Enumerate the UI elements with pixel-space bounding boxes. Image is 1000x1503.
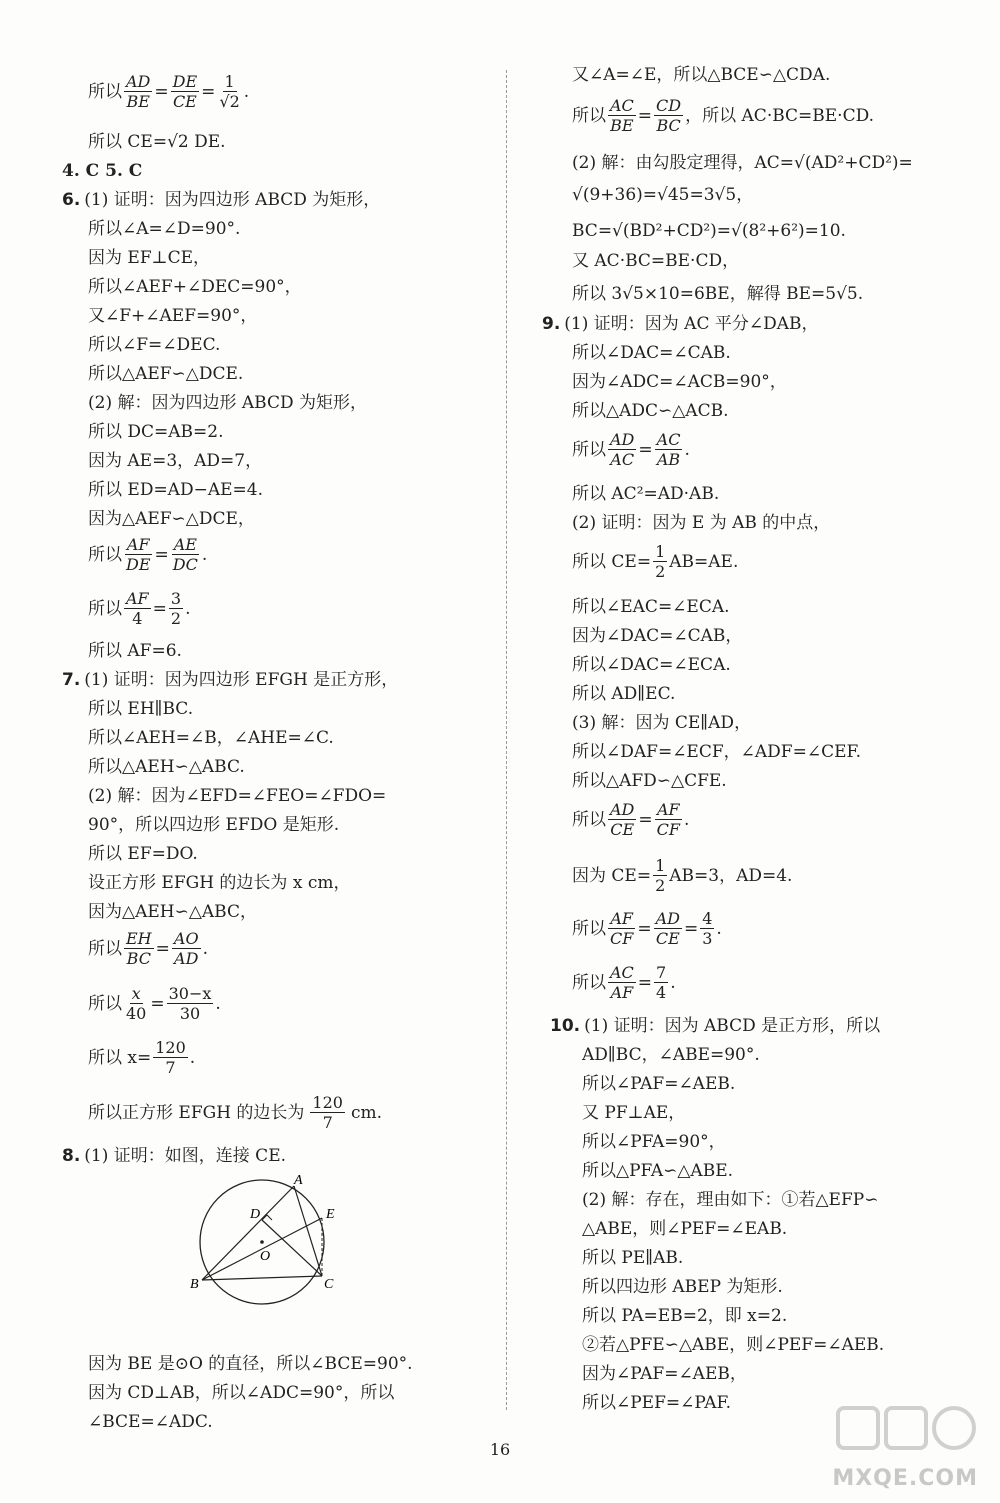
- denominator: AF: [610, 983, 634, 1002]
- text: .: [243, 81, 250, 102]
- equation-line: [88, 929, 208, 968]
- text-line: 因为 BE 是⊙O 的直径，所以∠BCE=90°.: [88, 1354, 413, 1374]
- numerator: AE: [173, 535, 197, 554]
- denominator: 2: [170, 609, 182, 628]
- label-b: B: [190, 1277, 199, 1292]
- text-line: 因为△AEF∽△DCE，: [88, 509, 255, 529]
- numerator: AD: [126, 72, 151, 91]
- text-line: △ABE，则∠PEF=∠EAB.: [582, 1219, 788, 1239]
- text: =: [154, 81, 169, 102]
- numerator: 1: [655, 856, 666, 875]
- denominator: 7: [165, 1058, 176, 1077]
- numerator: AO: [173, 929, 199, 948]
- text: ，所以 AC·BC=BE·CD.: [685, 105, 875, 126]
- denominator: BE: [126, 92, 150, 111]
- numerator: AD: [610, 800, 635, 819]
- question-number: 10.: [550, 1016, 581, 1036]
- fraction: [167, 984, 214, 1023]
- text-line: 因为∠DAC=∠CAB，: [572, 626, 743, 646]
- denominator: 2: [655, 876, 666, 895]
- numerator: x: [131, 984, 141, 1003]
- numerator: AF: [656, 800, 680, 819]
- text: .: [185, 598, 191, 619]
- label-e: E: [326, 1207, 335, 1222]
- label-d: D: [250, 1207, 261, 1222]
- denominator: 4: [132, 609, 143, 628]
- denominator: 4: [656, 983, 667, 1002]
- denominator: AD: [174, 949, 199, 968]
- center-dot: [260, 1240, 264, 1244]
- text-line: 所以 PA=EB=2，即 x=2.: [582, 1306, 788, 1326]
- fraction: [608, 96, 636, 135]
- fraction: [172, 929, 201, 968]
- text: (1) 证明：因为四边形 EFGH 是正方形，: [84, 670, 399, 690]
- numerator: AF: [610, 909, 633, 928]
- numerator: 1: [224, 72, 235, 91]
- fraction: [124, 929, 154, 968]
- text: .: [202, 938, 208, 959]
- fraction: [171, 72, 200, 111]
- text: cm.: [350, 1102, 383, 1123]
- text: (1) 证明：因为 AC 平分∠DAB，: [564, 314, 819, 334]
- denominator: CE: [610, 820, 635, 839]
- text: .: [716, 918, 722, 939]
- fraction: [654, 96, 683, 135]
- numerator: CD: [656, 96, 682, 115]
- equation-line: [572, 800, 689, 839]
- text-line: 所以 DC=AB=2.: [88, 422, 224, 442]
- text-line: BC=√(BD²+CD²)=√(8²+6²)=10.: [572, 221, 846, 241]
- text-line: ②若△PFE∽△ABE，则∠PEF=∠AEB.: [582, 1335, 885, 1355]
- text-line: 所以∠AEH=∠B，∠AHE=∠C.: [88, 728, 334, 748]
- text-line: 所以∠PAF=∠AEB.: [582, 1074, 736, 1094]
- text-line: 所以 PE∥AB.: [582, 1248, 684, 1268]
- text-line: 所以∠DAC=∠ECA.: [572, 655, 731, 675]
- text-line: 又 PF⊥AE，: [582, 1103, 686, 1123]
- fraction: [654, 909, 682, 948]
- text-line: 所以△AFD∽△CFE.: [572, 771, 727, 791]
- numerator: 3: [170, 589, 182, 608]
- text: 所以: [88, 598, 122, 619]
- equation-line: [572, 963, 676, 1002]
- fraction: [654, 963, 668, 1002]
- fraction: [124, 72, 152, 111]
- circle-geometry-diagram: [190, 1172, 350, 1322]
- text: 所以: [88, 81, 122, 102]
- denominator: 30: [179, 1004, 201, 1023]
- fraction: [653, 542, 667, 581]
- fraction: [655, 800, 682, 839]
- fraction: [608, 800, 636, 839]
- question-number: 6.: [62, 190, 81, 210]
- label-o: O: [260, 1249, 271, 1264]
- text-line: 所以∠F=∠DEC.: [88, 335, 221, 355]
- text-line: 所以 AD∥EC.: [572, 684, 676, 704]
- numerator: AD: [610, 430, 635, 449]
- fraction: [153, 1038, 188, 1077]
- text: =: [683, 918, 699, 939]
- column-divider: [506, 70, 507, 1410]
- text-line: 又 AC·BC=BE·CD，: [572, 251, 740, 271]
- denominator: √2: [219, 92, 240, 111]
- denominator: BC: [656, 116, 681, 135]
- text-line: (2) 解：因为四边形 ABCD 为矩形，: [88, 393, 368, 413]
- fraction: [124, 535, 153, 574]
- text-line: 所以△PFA∽△ABE.: [582, 1161, 734, 1181]
- question-number: 8.: [62, 1146, 81, 1166]
- text: 所以正方形 EFGH 的边长为: [88, 1102, 305, 1123]
- text: (1) 证明：因为 ABCD 是正方形，所以: [584, 1016, 881, 1036]
- text: 所以: [572, 972, 606, 993]
- fraction: [653, 856, 667, 895]
- text-line: 因为△AEH∽△ABC，: [88, 902, 257, 922]
- question-number: 7.: [62, 670, 81, 690]
- question-7-line: [62, 669, 398, 691]
- denominator: BC: [126, 949, 151, 968]
- text-line: 所以∠PEF=∠PAF.: [582, 1393, 732, 1413]
- text: (1) 证明：因为四边形 ABCD 为矩形，: [84, 190, 381, 210]
- text-line: 所以∠DAF=∠ECF，∠ADF=∠CEF.: [572, 742, 862, 762]
- text: =: [150, 993, 165, 1014]
- text-line: (2) 解：因为∠EFD=∠FEO=∠FDO=: [88, 786, 387, 806]
- text-line: AD∥BC，∠ABE=90°.: [582, 1045, 760, 1065]
- equation-line: [88, 535, 207, 574]
- text: =: [154, 544, 169, 565]
- text-line: 所以∠AEF+∠DEC=90°，: [88, 277, 302, 297]
- equation-line: [88, 1038, 195, 1077]
- watermark-logo: [798, 1400, 988, 1495]
- text-line: 所以△AEF∽△DCE.: [88, 364, 244, 384]
- text: 所以: [572, 439, 606, 460]
- fraction: [655, 430, 683, 469]
- text-line: 所以∠A=∠D=90°.: [88, 219, 241, 239]
- fraction: [310, 1093, 345, 1132]
- equation-line: [572, 430, 690, 469]
- answer-line-4-5: [62, 160, 142, 182]
- equation-line: [88, 1093, 382, 1132]
- numerator: AC: [610, 963, 634, 982]
- fraction: [217, 72, 241, 111]
- text: 所以: [572, 809, 606, 830]
- text-line: 所以∠PFA=90°，: [582, 1132, 726, 1152]
- denominator: 40: [126, 1004, 147, 1023]
- text-line: (3) 解：因为 CE∥AD，: [572, 713, 752, 733]
- text-line: (2) 解：由勾股定理得，AC=√(AD²+CD²)=: [572, 153, 913, 173]
- equation-line: [572, 542, 738, 581]
- watermark-text: MXQE.COM: [832, 1466, 978, 1491]
- text-line: 因为 CD⊥AB，所以∠ADC=90°，所以: [88, 1383, 395, 1403]
- text-line: 所以四边形 ABEP 为矩形.: [582, 1277, 783, 1297]
- text-line: 所以 AF=6.: [88, 641, 182, 661]
- text: AB=AE.: [669, 551, 739, 572]
- text-line: 90°，所以四边形 EFDO 是矩形.: [88, 815, 340, 835]
- numerator: AF: [126, 589, 149, 608]
- equation-line: [572, 96, 874, 135]
- text: 所以: [572, 918, 606, 939]
- fraction: [124, 984, 148, 1023]
- question-9-line: [542, 313, 819, 335]
- equation-line: [88, 589, 191, 628]
- denominator: CF: [656, 820, 680, 839]
- text: =: [637, 972, 653, 993]
- equation-line: [572, 909, 722, 948]
- denominator: CF: [610, 929, 634, 948]
- text: 所以: [88, 544, 122, 565]
- text: .: [215, 993, 221, 1014]
- denominator: DE: [126, 555, 151, 574]
- text-line: 所以 AC²=AD·AB.: [572, 484, 720, 504]
- text-line: 因为∠ADC=∠ACB=90°，: [572, 372, 787, 392]
- equation-line: [88, 72, 249, 111]
- text-line: 所以△AEH∽△ABC.: [88, 757, 245, 777]
- denominator: BE: [610, 116, 634, 135]
- text: 所以 CE=: [572, 551, 652, 572]
- text-line: 所以 ED=AD−AE=4.: [88, 480, 263, 500]
- text: =: [201, 81, 216, 102]
- question-10-line: [550, 1015, 880, 1037]
- text-line: ∠BCE=∠ADC.: [88, 1412, 213, 1432]
- text: AB=3，AD=4.: [669, 865, 793, 886]
- numerator: 30−x: [168, 984, 212, 1003]
- text-line: 因为 AE=3，AD=7，: [88, 451, 263, 471]
- numerator: AC: [610, 96, 634, 115]
- fraction: [608, 963, 636, 1002]
- denominator: 3: [702, 929, 713, 948]
- text: =: [637, 918, 652, 939]
- text-line: 所以 CE=√2 DE.: [88, 132, 226, 152]
- denominator: AB: [656, 450, 681, 469]
- denominator: CE: [172, 92, 197, 111]
- numerator: 120: [155, 1038, 186, 1057]
- text-line: 因为∠PAF=∠AEB，: [582, 1364, 747, 1384]
- text: (1) 证明：如图，连接 CE.: [84, 1146, 287, 1166]
- text-line: 所以△ADC∽△ACB.: [572, 401, 729, 421]
- text: .: [189, 1047, 196, 1068]
- text: 因为 CE=: [572, 865, 652, 886]
- question-number: 9.: [542, 314, 561, 334]
- text-line: 又∠F+∠AEF=90°，: [88, 306, 258, 326]
- fraction: [608, 430, 636, 469]
- numerator: 1: [655, 542, 666, 561]
- numerator: EH: [126, 929, 152, 948]
- text: 所以 x=: [88, 1047, 152, 1068]
- denominator: AC: [610, 450, 635, 469]
- text: =: [155, 938, 170, 959]
- text-line: (2) 证明：因为 E 为 AB 的中点，: [572, 513, 831, 533]
- equation-line: [88, 984, 221, 1023]
- text-line: 所以∠EAC=∠ECA.: [572, 597, 730, 617]
- text-line: 所以∠DAC=∠CAB.: [572, 343, 731, 363]
- text: =: [637, 105, 653, 126]
- text-line: 设正方形 EFGH 的边长为 x cm，: [88, 873, 351, 893]
- text-line: 因为 EF⊥CE，: [88, 248, 211, 268]
- text: .: [683, 809, 690, 830]
- text-line: √(9+36)=√45=3√5，: [572, 185, 754, 205]
- text-line: (2) 解：存在，理由如下：①若△EFP∽: [582, 1190, 879, 1210]
- label-a: A: [294, 1173, 303, 1188]
- numerator: 4: [702, 909, 713, 928]
- label-c: C: [324, 1277, 334, 1292]
- numerator: AC: [656, 430, 681, 449]
- equation-line: [572, 856, 792, 895]
- numerator: 120: [312, 1093, 343, 1112]
- numerator: AD: [655, 909, 680, 928]
- text: =: [638, 439, 653, 460]
- text-line: 又∠A=∠E，所以△BCE∽△CDA.: [572, 65, 831, 85]
- numerator: AF: [126, 535, 150, 554]
- text-line: 所以 3√5×10=6BE，解得 BE=5√5.: [572, 284, 864, 304]
- text: 4. C 5. C: [62, 161, 143, 181]
- text-line: 所以 EH∥BC.: [88, 699, 194, 719]
- page-number: 16: [489, 1440, 511, 1459]
- fraction: [124, 589, 151, 628]
- fraction: [700, 909, 714, 948]
- fraction: [169, 589, 183, 628]
- denominator: 2: [655, 562, 666, 581]
- text: .: [201, 544, 208, 565]
- text: .: [684, 439, 690, 460]
- segment-bc: [202, 1276, 322, 1280]
- text: .: [670, 972, 676, 993]
- text: 所以: [88, 993, 122, 1014]
- text: 所以: [572, 105, 606, 126]
- text: 所以: [88, 938, 122, 959]
- denominator: CE: [655, 929, 680, 948]
- question-8-line: [62, 1145, 286, 1167]
- question-6-line: [62, 189, 380, 211]
- fraction: [608, 909, 635, 948]
- denominator: 7: [322, 1113, 333, 1132]
- fraction: [171, 535, 200, 574]
- denominator: DC: [172, 555, 198, 574]
- numerator: 7: [656, 963, 667, 982]
- text-line: 所以 EF=DO.: [88, 844, 198, 864]
- numerator: DE: [172, 72, 198, 91]
- text: =: [152, 598, 167, 619]
- text: =: [638, 809, 653, 830]
